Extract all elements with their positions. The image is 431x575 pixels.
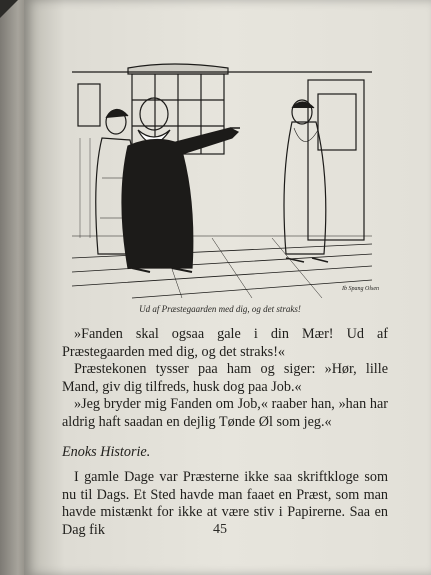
paragraph: Præstekonen tysser paa ham og siger: »Hør, lille Mand, giv dig tilfreds, husk dog paa Job.«: [62, 361, 388, 395]
page-number: 45: [213, 522, 227, 537]
paragraph: »Fanden skal ogsaa gale i din Mær! Ud af Præstegaarden med dig, og det straks!«: [62, 326, 388, 360]
section-heading: Enoks Historie.: [62, 443, 151, 460]
body-text: [62, 326, 388, 540]
illustration-caption: Ud af Præstegaarden med dig, og det straks!: [139, 304, 301, 314]
book-corner: [0, 0, 18, 18]
paragraph: I gamle Dage var Præsterne ikke saa skriftkloge som nu til Dags. Et Sted havde man faaet en Præst, som man havde mistænkt for ikke at være stiv i Papirerne. Saa en Dag fik: [62, 469, 388, 538]
artist-signature: Ib Spang Olsen: [342, 286, 379, 292]
paragraph: »Jeg bryder mig Fanden om Job,« raaber han, »han har aldrig haft saadan en dejlig Tønde Øl som jeg.«: [62, 396, 388, 430]
illustration: [72, 58, 379, 298]
